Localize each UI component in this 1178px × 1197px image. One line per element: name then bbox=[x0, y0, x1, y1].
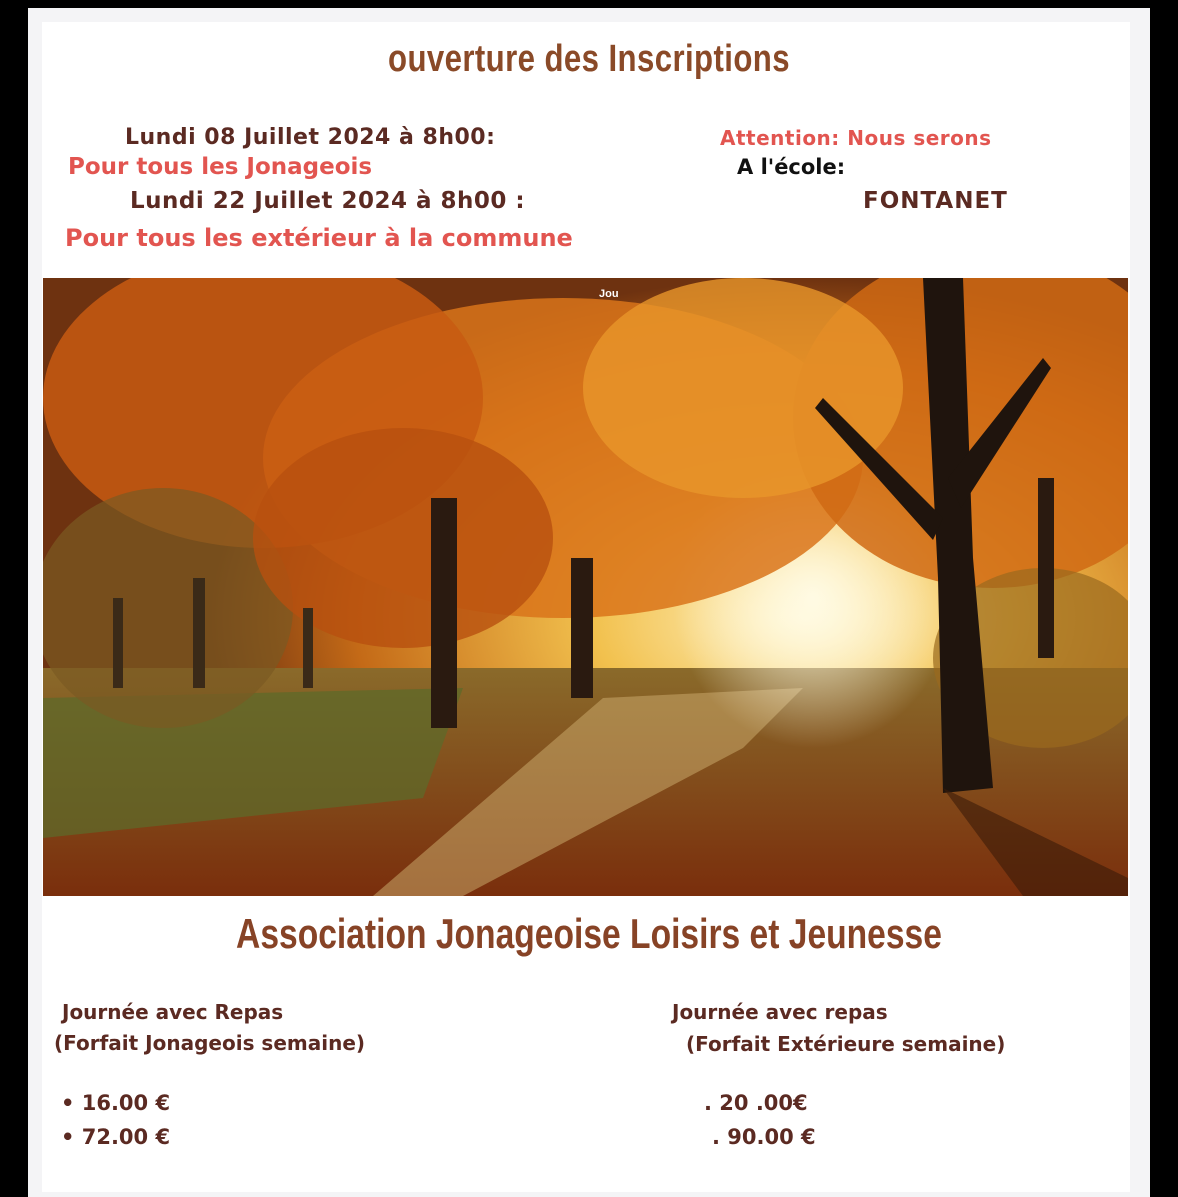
right-price-day: . 20 .00€ bbox=[704, 1091, 808, 1115]
right-price-week: . 90.00 € bbox=[712, 1125, 816, 1149]
left-price-day: • 16.00 € bbox=[61, 1091, 171, 1115]
flyer-page bbox=[28, 8, 1150, 1197]
left-price-week: • 72.00 € bbox=[61, 1125, 171, 1149]
registration-audience-2: Pour tous les extérieur à la commune bbox=[65, 224, 573, 252]
school-label: A l'école: bbox=[737, 155, 846, 179]
attention-notice: Attention: Nous serons bbox=[720, 126, 992, 150]
photo-caption: Jou bbox=[599, 288, 619, 300]
association-name: Association Jonageoise Loisirs et Jeunesse bbox=[236, 910, 942, 957]
page-title: ouverture des Inscriptions bbox=[387, 38, 790, 80]
registration-audience-1: Pour tous les Jonageois bbox=[68, 154, 373, 180]
left-offer-subheading: (Forfait Jonageois semaine) bbox=[54, 1031, 366, 1055]
autumn-park-photo bbox=[43, 278, 1128, 896]
autumn-park-illustration bbox=[43, 278, 1128, 896]
left-offer-heading: Journée avec Repas bbox=[62, 1000, 284, 1024]
school-name: FONTANET bbox=[863, 188, 1008, 214]
right-offer-subheading: (Forfait Extérieure semaine) bbox=[686, 1032, 1006, 1056]
registration-date-2: Lundi 22 Juillet 2024 à 8h00 : bbox=[130, 188, 526, 214]
right-offer-heading: Journée avec repas bbox=[672, 1000, 888, 1024]
registration-date-1: Lundi 08 Juillet 2024 à 8h00: bbox=[125, 125, 496, 150]
